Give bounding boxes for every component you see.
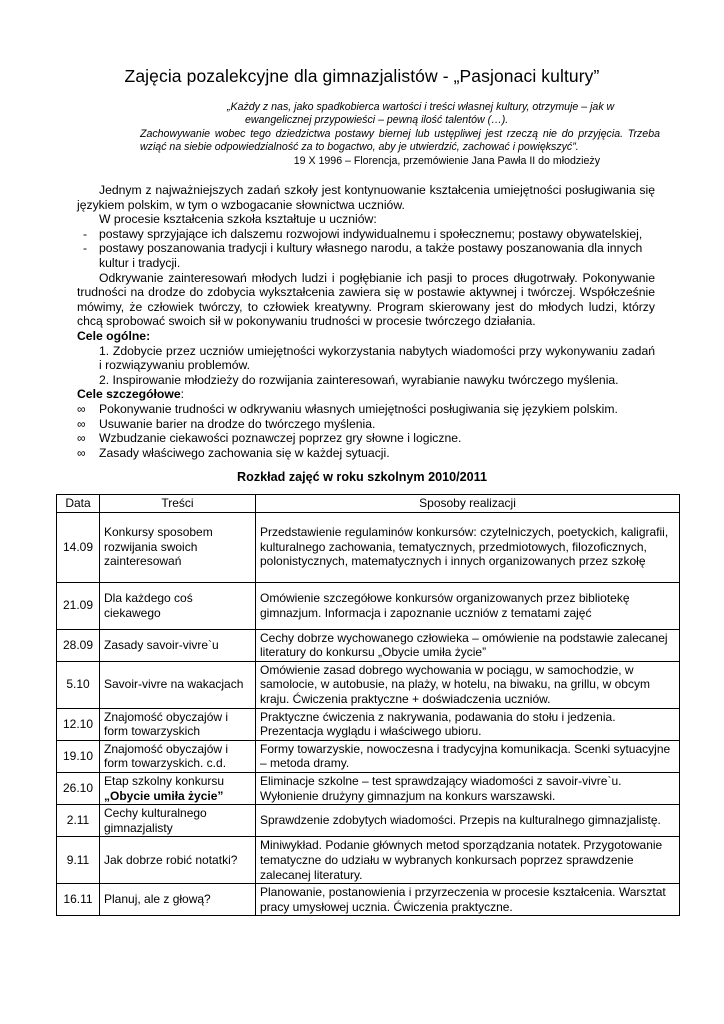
row-method: Formy towarzyskie, nowoczesna i tradycyjna komunikacja. Scenki sytuacyjne – metoda dramy. xyxy=(256,740,680,772)
intro-paragraph-2: W procesie kształcenia szkoła kształtuje u uczniów: xyxy=(99,212,377,227)
row-topic: Znajomość obyczajów i form towarzyskich. c.d. xyxy=(100,740,256,772)
infinity-bullet-icon: ∞ xyxy=(77,401,86,416)
specific-goal-item xyxy=(77,402,655,417)
row-topic-line: Etap szkolny konkursu xyxy=(104,773,225,788)
attitude-item xyxy=(77,227,655,242)
general-goal-item: 2. Inspirowanie młodzieży do rozwijania zainteresowań, wyrabianie nawyku twórczego myślenia. xyxy=(99,372,619,387)
row-topic: Znajomość obyczajów i form towarzyskich xyxy=(100,708,256,740)
row-date: 5.10 xyxy=(57,661,100,708)
schedule-table xyxy=(56,494,680,916)
intro-paragraph-1: Jednym z najważniejszych zadań szkoły jest kontynuowanie kształcenia umiejętności posługiwania się językiem polskim, w tym o wzbogacanie słownictwa uczniów. xyxy=(77,183,655,212)
table-row xyxy=(57,512,680,582)
row-topic xyxy=(100,772,256,804)
row-topic: Savoir-vivre na wakacjach xyxy=(100,661,256,708)
table-row xyxy=(57,629,680,661)
dash-marker: - xyxy=(83,226,88,241)
table-row xyxy=(57,582,680,629)
row-method: Miniwykład. Podanie głównych metod sporządzania notatek. Przygotowanie tematyczne do udziału w wybranych konkursach poprzez sprawdzenie zalecanej literatury. xyxy=(256,837,680,884)
row-topic: Jak dobrze robić notatki? xyxy=(100,837,256,884)
motto-quote xyxy=(140,101,660,168)
infinity-bullet-icon: ∞ xyxy=(77,416,86,431)
table-row xyxy=(57,837,680,884)
row-date: 26.10 xyxy=(57,772,100,804)
row-topic: Cechy kulturalnego gimnazjalisty xyxy=(100,805,256,837)
row-method: Przedstawienie regulaminów konkursów: czytelniczych, poetyckich, kaligrafii, kulturalnego zachowania, tematycznych, przedmiotowych, filozoficznych, polonistycznych, matematycznych i innych organizowanych przez szkołę xyxy=(256,512,680,582)
row-method: Omówienie szczegółowe konkursów organizowanych przez bibliotekę gimnazjum. Informacja i zapoznanie uczniów z tematami zajęć xyxy=(256,582,680,629)
header-date: Data xyxy=(57,495,100,513)
row-method: Sprawdzenie zdobytych wiadomości. Przepis na kulturalnego gimnazjalistę. xyxy=(256,805,680,837)
motto-source: 19 X 1996 – Florencja, przemówienie Jana Pawła II do młodzieży xyxy=(293,154,600,167)
header-method: Sposoby realizacji xyxy=(256,495,680,513)
header-topic: Treści xyxy=(100,495,256,513)
row-date: 12.10 xyxy=(57,708,100,740)
intro-paragraph-3: Odkrywanie zainteresowań młodych ludzi i pogłębianie ich pasji to proces długotrwały. Pokonywanie trudności na drodze do zdobycia wykształcenia zawiera się w postawie aktywnej i twórczej. Współcześnie mówimy, że człowiek twórczy, to człowiek kreatywny. Program skierowany jest do młodych ludzi, którzy chcą sprobować swoich sił w pokonywaniu trudności w procesie twórczego działania. xyxy=(77,270,655,329)
specific-goal-text: Pokonywanie trudności w odkrywaniu własnych umiejętności posługiwania się językiem polskim. xyxy=(99,401,618,416)
row-method: Omówienie zasad dobrego wychowania w pociągu, w samochodzie, w samolocie, w autobusie, na plaży, w hotelu, na biwaku, na grillu, w obcym kraju. Ćwiczenia praktyczne + doświadczenia uczniów. xyxy=(256,661,680,708)
attitude-item-text: postawy poszanowania tradycji i kultury własnego narodu, a także postawy poszanowania dla innych kultur i tradycji. xyxy=(99,241,643,270)
specific-goals-heading-text: Cele szczegółowe xyxy=(77,387,181,402)
row-date: 9.11 xyxy=(57,837,100,884)
table-row xyxy=(57,884,680,916)
motto-line-1: „Każdy z nas, jako spadkobierca wartości i treści własnej kultury, otrzymuje – jak w xyxy=(227,101,615,113)
row-topic: Zasady savoir-vivre`u xyxy=(100,629,256,661)
table-row xyxy=(57,740,680,772)
table-row xyxy=(57,708,680,740)
general-goal-item: 1. Zdobycie przez uczniów umiejętności wykorzystania nabytych wiadomości przy wykonywaniu zadań i rozwiązywaniu problemów. xyxy=(99,343,655,373)
row-date: 21.09 xyxy=(57,582,100,629)
infinity-bullet-icon: ∞ xyxy=(77,445,86,460)
row-method: Praktyczne ćwiczenia z nakrywania, podawania do stołu i jedzenia. Prezentacja wyglądu i właściwego ubioru. xyxy=(256,708,680,740)
row-topic-contest-name: „Obycie umiła życie” xyxy=(104,788,224,803)
specific-goals-colon: : xyxy=(180,387,185,402)
general-goals-heading: Cele ogólne: xyxy=(77,328,151,343)
specific-goals-heading xyxy=(77,387,655,402)
table-row xyxy=(57,805,680,837)
dash-marker: - xyxy=(83,241,88,256)
specific-goal-text: Zasady właściwego zachowania się w każdej sytuacji. xyxy=(99,445,390,460)
page-title: Zajęcia pozalekcyjne dla gimnazjalistów - „Pasjonaci kultury” xyxy=(124,66,600,86)
specific-goal-text: Usuwanie barier na drodze do twórczego myślenia. xyxy=(99,416,376,431)
specific-goal-item xyxy=(77,431,655,446)
row-date: 19.10 xyxy=(57,740,100,772)
table-row xyxy=(57,661,680,708)
row-topic: Planuj, ale z głową? xyxy=(100,884,256,916)
specific-goal-item xyxy=(77,417,655,432)
row-date: 2.11 xyxy=(57,805,100,837)
motto-line-3: Zachowywanie wobec tego dziedzictwa postawy biernej lub ustępliwej jest rzeczą nie do przyjęcia. Trzeba wziąć na siebie odpowiedzialność za to bogactwo, aby je utwierdzić, zachować i powiększyć”. xyxy=(140,127,660,154)
row-date: 16.11 xyxy=(57,884,100,916)
specific-goal-item xyxy=(77,446,655,461)
attitude-item-text: postawy sprzyjające ich dalszemu rozwojowi indywidualnemu i społecznemu; postawy obywatelskiej, xyxy=(99,226,643,241)
motto-line-2: ewangelicznej przypowieści – pewną ilość talentów (…). xyxy=(245,114,509,127)
specific-goal-text: Wzbudzanie ciekawości poznawczej poprzez gry słowne i logiczne. xyxy=(99,431,462,446)
row-method: Eliminacje szkolne – test sprawdzający wiadomości z savoir-vivre`u. Wyłonienie drużyny gimnazjum na konkurs warszawski. xyxy=(256,772,680,804)
table-row xyxy=(57,772,680,804)
row-date: 28.09 xyxy=(57,629,100,661)
row-topic: Dla każdego coś ciekawego xyxy=(100,582,256,629)
row-method: Planowanie, postanowienia i przyrzeczenia w procesie kształcenia. Warsztat pracy umysłowej ucznia. Ćwiczenia praktyczne. xyxy=(256,884,680,916)
intro-section xyxy=(77,183,655,460)
row-method: Cechy dobrze wychowanego człowieka – omówienie na podstawie zalecanej literatury do konkursu „Obycie umiła życie” xyxy=(256,629,680,661)
row-topic: Konkursy sposobem rozwijania swoich zainteresowań xyxy=(100,512,256,582)
schedule-title: Rozkład zajęć w roku szkolnym 2010/2011 xyxy=(237,470,487,484)
infinity-bullet-icon: ∞ xyxy=(77,431,86,446)
attitude-item xyxy=(77,241,655,270)
table-header-row xyxy=(57,495,680,513)
row-date: 14.09 xyxy=(57,512,100,582)
